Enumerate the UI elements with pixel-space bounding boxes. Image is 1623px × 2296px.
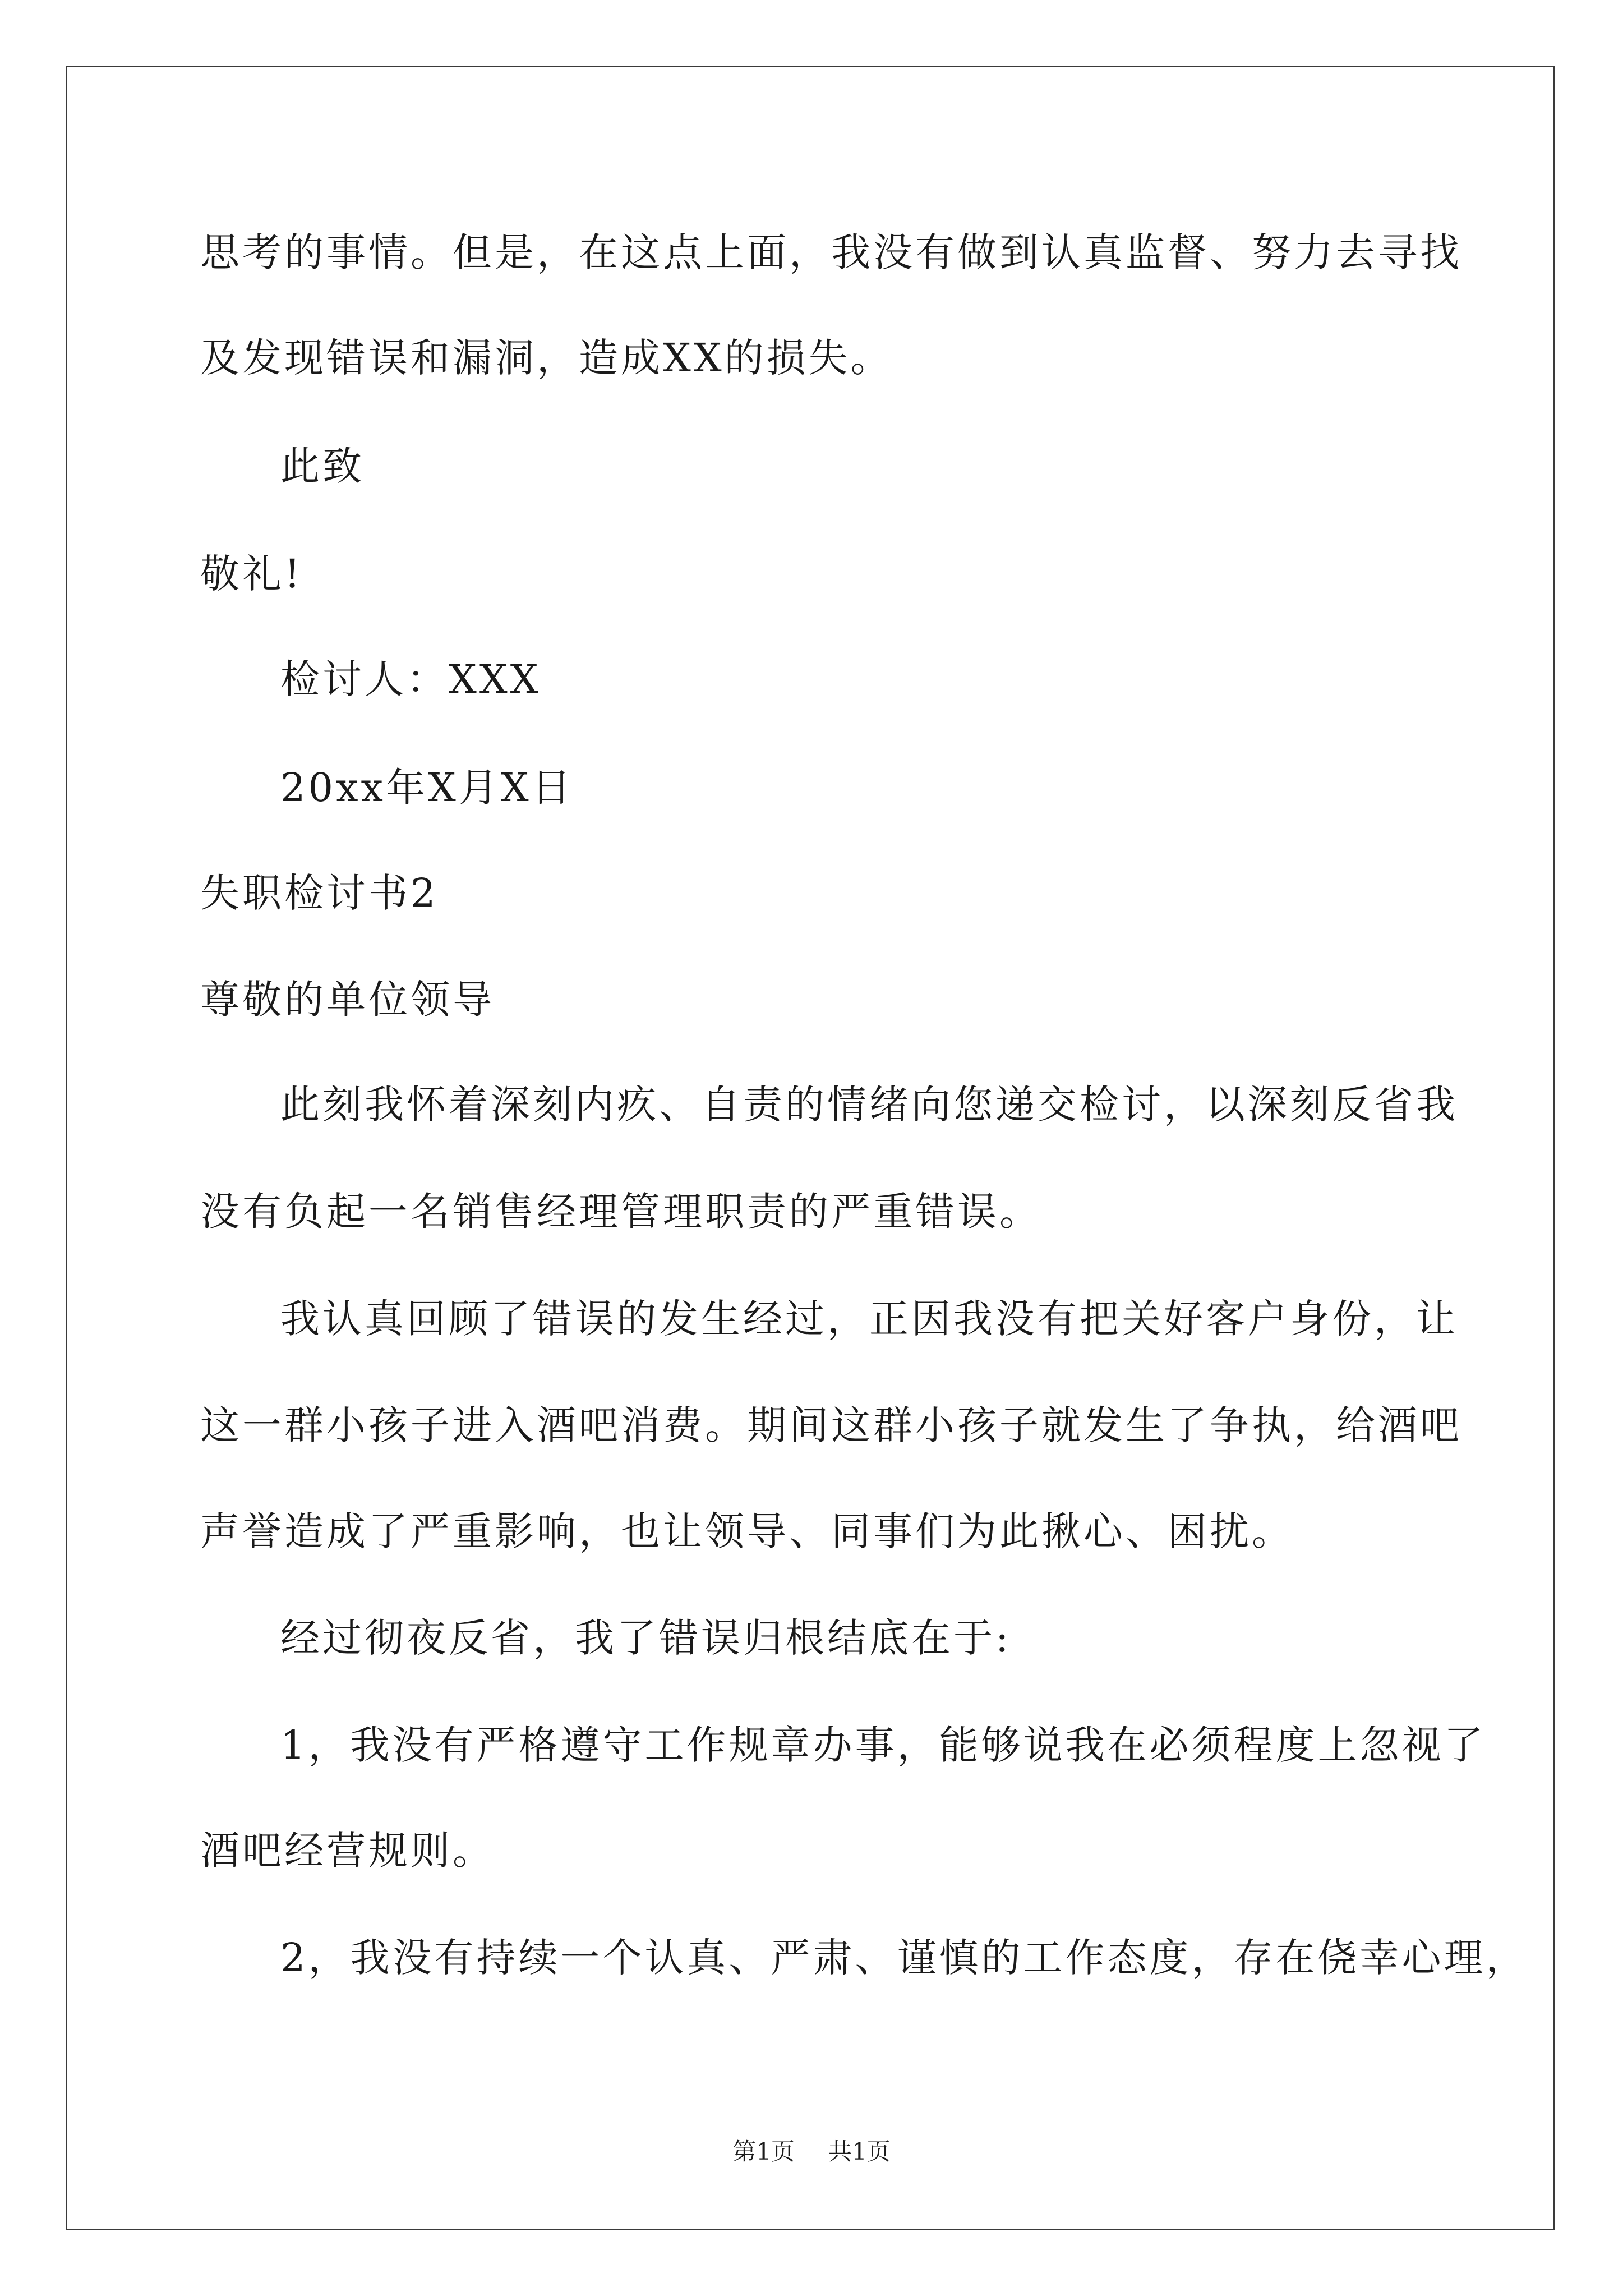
closing-regards: 敬礼! (200, 551, 303, 597)
body-line-17: 2，我没有持续一个认真、严肃、谨慎的工作态度，存在侥幸心理， (280, 1935, 1528, 1981)
body-line-13: 声誉造成了严重影响，也让领导、同事们为此揪心、困扰。 (200, 1508, 1294, 1554)
body-line-2: 及发现错误和漏洞，造成XX的损失。 (200, 335, 893, 381)
body-line-16: 酒吧经营规则。 (200, 1828, 495, 1874)
body-line-9: 此刻我怀着深刻内疚、自责的情绪向您递交检讨，以深刻反省我 (280, 1082, 1458, 1128)
page-total: 共1页 (828, 2138, 891, 2165)
page-footer (0, 2136, 1623, 2168)
date-line: 20xx年X月X日 (280, 765, 574, 811)
recipient-line: 尊敬的单位领导 (200, 977, 495, 1023)
closing-salutation: 此致 (280, 443, 365, 489)
signer-line: 检讨人：XXX (280, 656, 541, 702)
body-line-1: 思考的事情。但是，在这点上面，我没有做到认真监督、努力去寻找 (200, 229, 1462, 275)
page-border (66, 66, 1555, 2230)
body-line-10: 没有负起一名销售经理管理职责的严重错误。 (200, 1189, 1041, 1235)
page-number: 第1页 (732, 2138, 795, 2165)
body-line-11: 我认真回顾了错误的发生经过，正因我没有把关好客户身份，让 (280, 1296, 1458, 1342)
body-line-14: 经过彻夜反省，我了错误归根结底在于: (280, 1615, 1012, 1661)
body-line-12: 这一群小孩子进入酒吧消费。期间这群小孩子就发生了争执，给酒吧 (200, 1402, 1462, 1448)
section-title: 失职检讨书2 (200, 870, 439, 916)
body-line-15: 1，我没有严格遵守工作规章办事，能够说我在必须程度上忽视了 (280, 1722, 1486, 1768)
